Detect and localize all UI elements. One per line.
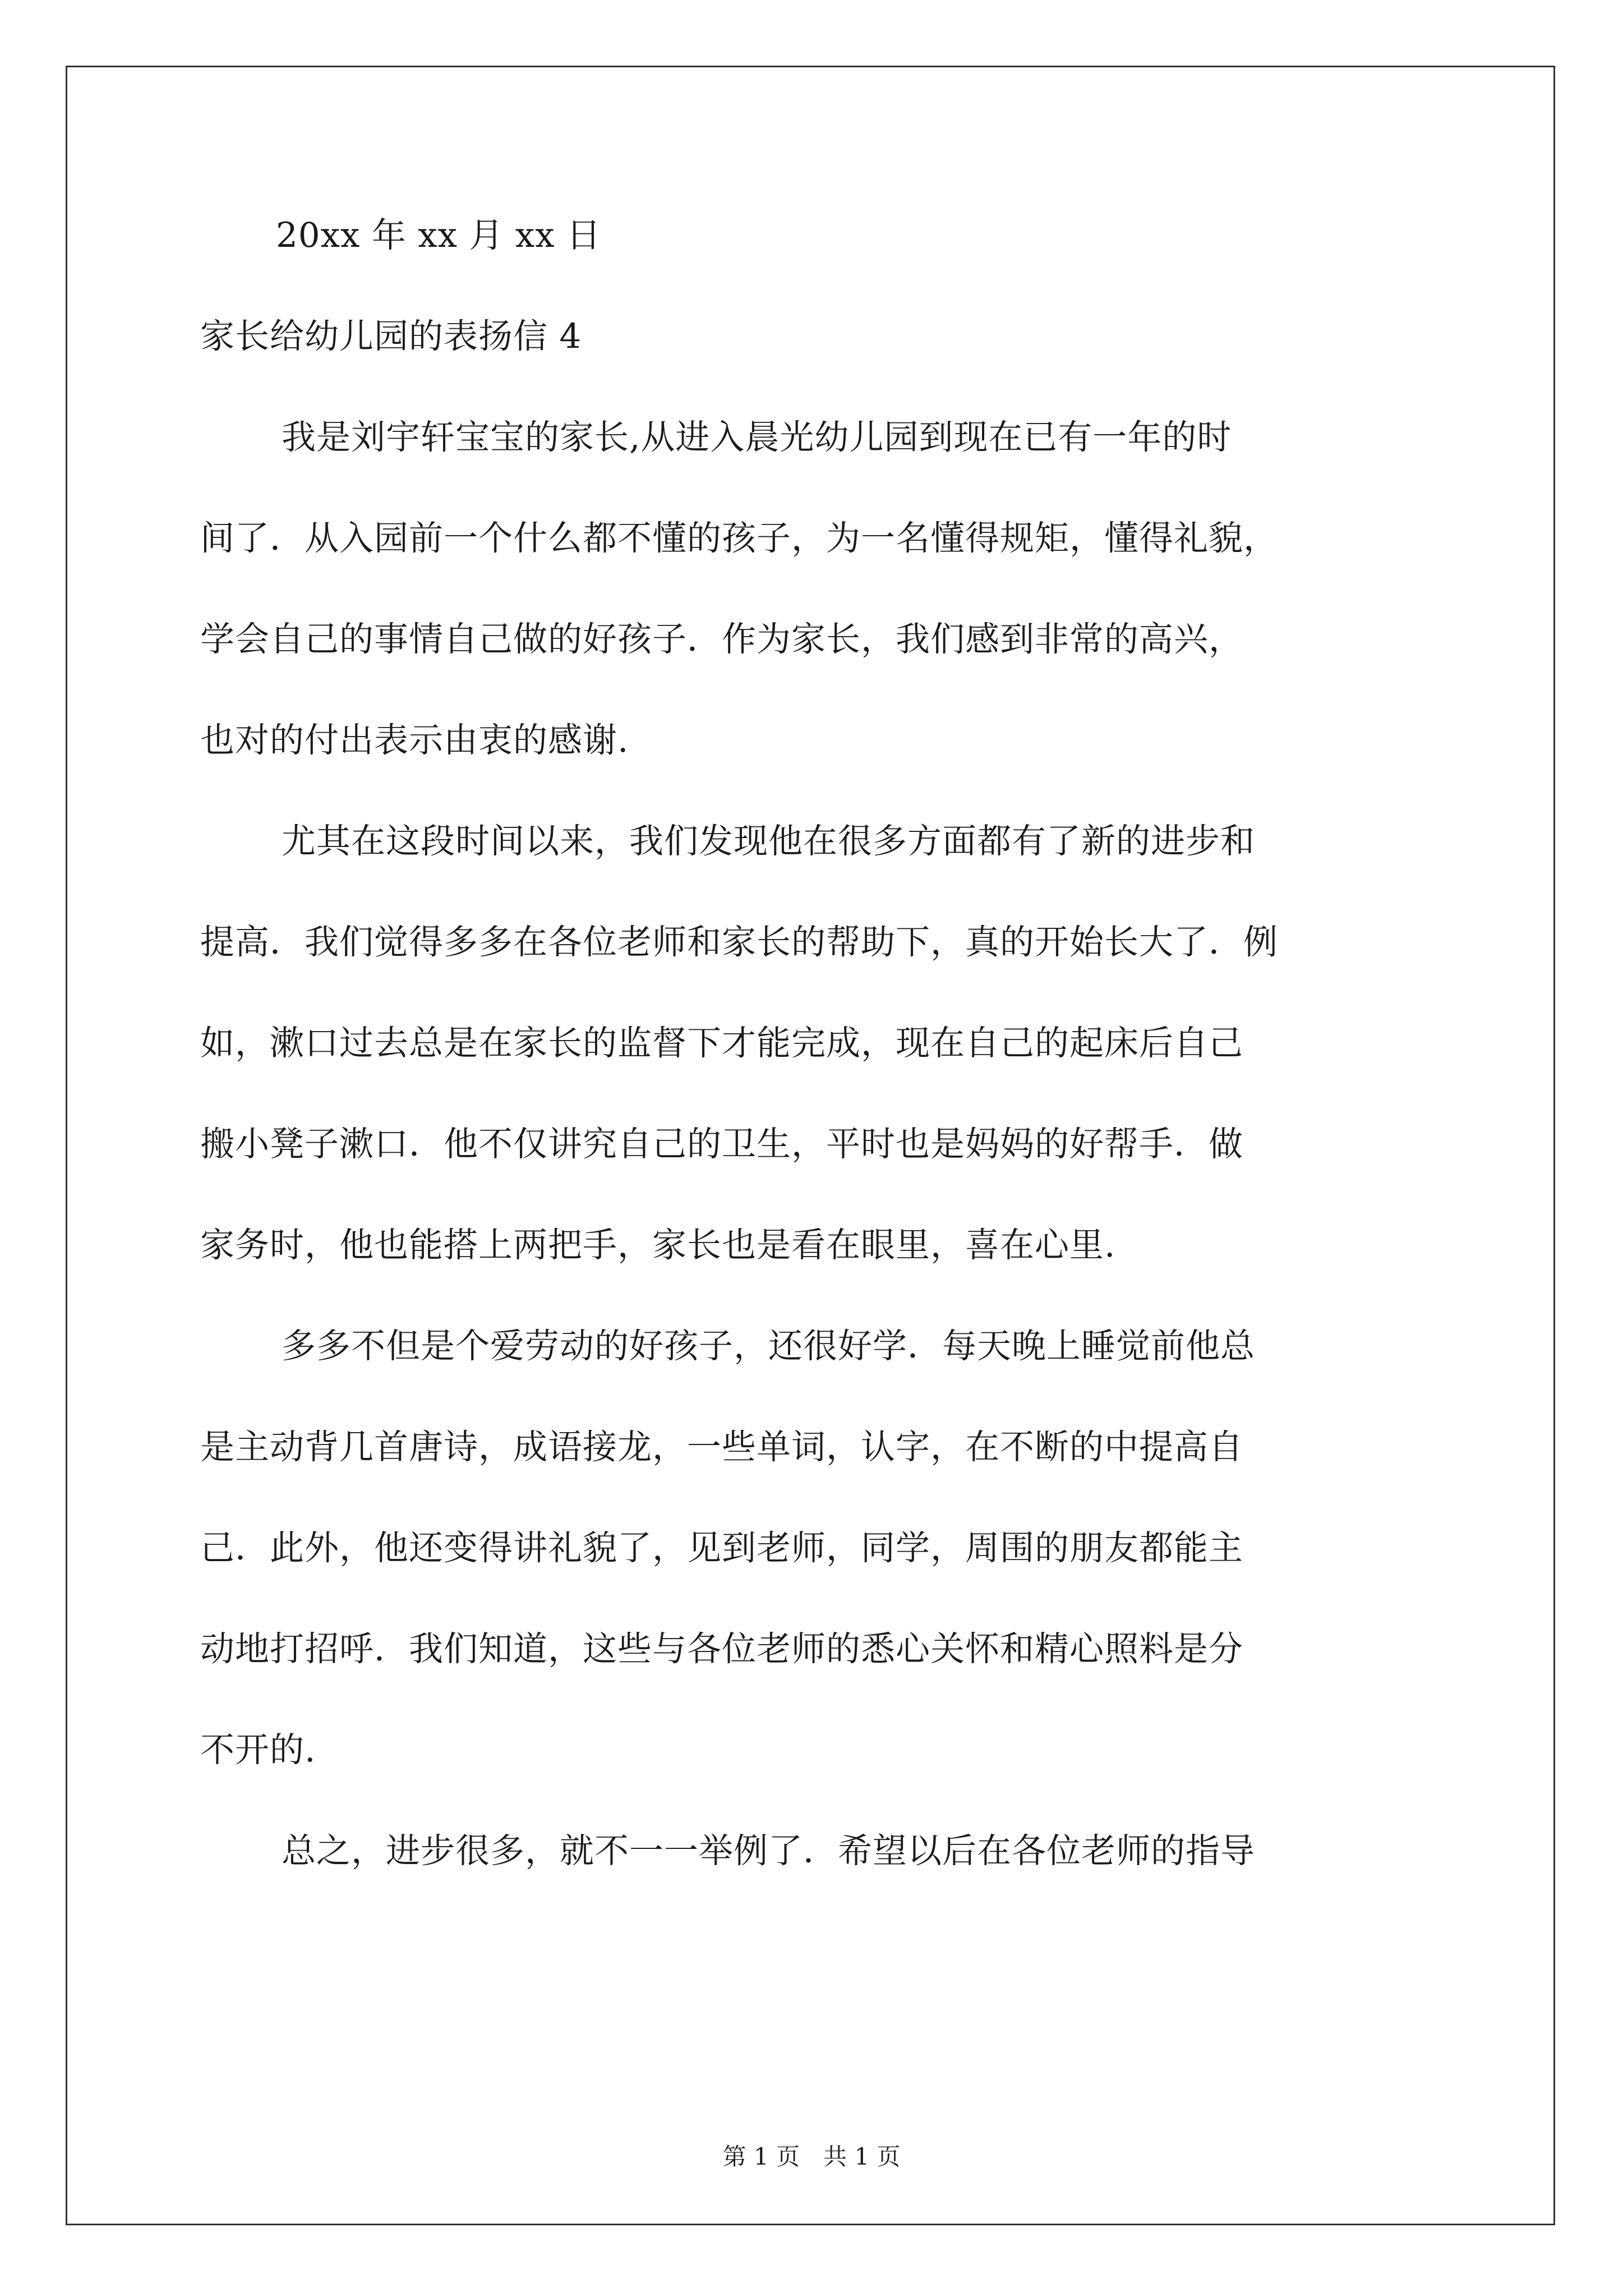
paragraph-line: 动地打招呼．我们知道，这些与各位老师的悉心关怀和精心照料是分	[200, 1629, 1244, 1669]
paragraph-line: 如，漱口过去总是在家长的监督下才能完成，现在自己的起床后自己	[200, 1023, 1244, 1063]
paragraph-line: 间了．从入园前一个什么都不懂的孩子，为一名懂得规矩，懂得礼貌，	[200, 518, 1279, 558]
paragraph-line: 也对的付出表示由衷的感谢.	[200, 720, 629, 760]
paragraph-line: 多多不但是个爱劳动的好孩子，还很好学．每天晚上睡觉前他总	[282, 1326, 1256, 1366]
page-footer: 第 1 页 共 1 页	[722, 2143, 901, 2170]
date-line: 20xx 年 xx 月 xx 日	[276, 215, 601, 255]
paragraph-line: 家务时，他也能搭上两把手，家长也是看在眼里，喜在心里.	[200, 1225, 1116, 1265]
document-title: 家长给幼儿园的表扬信 4	[200, 316, 582, 356]
paragraph-line: 搬小凳子漱口．他不仅讲究自己的卫生，平时也是妈妈的好帮手．做	[200, 1124, 1244, 1164]
paragraph-line: 己．此外，他还变得讲礼貌了，见到老师，同学，周围的朋友都能主	[200, 1528, 1244, 1568]
paragraph-line: 我是刘宇轩宝宝的家长,从进入晨光幼儿园到现在已有一年的时	[282, 417, 1232, 457]
paragraph-line: 是主动背几首唐诗，成语接龙，一些单词，认字，在不断的中提高自	[200, 1427, 1244, 1467]
paragraph-line: 不开的.	[200, 1730, 316, 1770]
paragraph-line: 提高．我们觉得多多在各位老师和家长的帮助下，真的开始长大了．例	[200, 922, 1279, 962]
paragraph-line: 尤其在这段时间以来，我们发现他在很多方面都有了新的进步和	[282, 821, 1256, 861]
paragraph-line: 总之，进步很多，就不一一举例了．希望以后在各位老师的指导	[282, 1831, 1256, 1871]
paragraph-line: 学会自己的事情自己做的好孩子．作为家长，我们感到非常的高兴，	[200, 619, 1244, 659]
